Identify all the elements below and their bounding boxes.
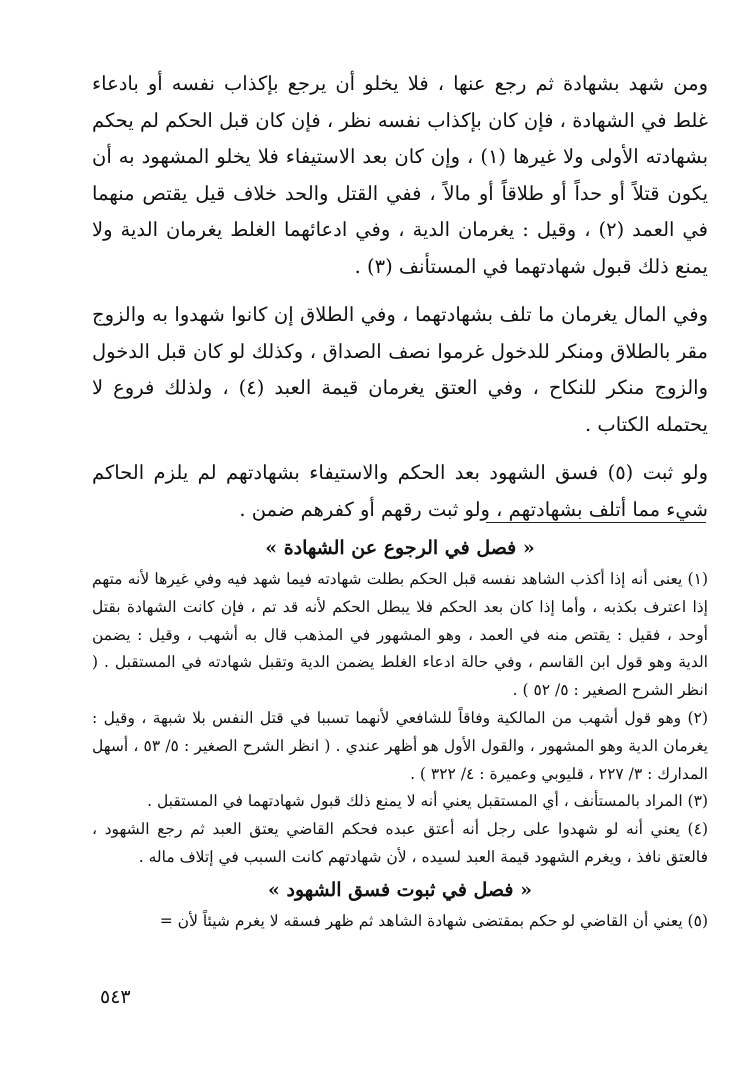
footnote-4: (٤) يعني أنه لو شهدوا على رجل أنه أعتق عبده فحكم القاضي يعتق العبد ثم رجع الشهود ، فالعتق نافذ ، ويغرم الشهود قيمة العبد لسيده ، لأن شهادتهم كانت السبب في إتلاف ماله . — [92, 820, 708, 866]
footnote-5: (٥) يعني أن القاضي لو حكم بمقتضى شهادة الشاهد ثم ظهر فسقه لا يغرم شيئاً لأن = — [159, 911, 708, 930]
main-paragraph-1: ومن شهد بشهادة ثم رجع عنها ، فلا يخلو أن يرجع بإكذاب نفسه أو بادعاء غلط في الشهادة ، فإن كان بإكذاب نفسه نظر ، فإن كان قبل الحكم لم يحكم بشهادته الأولى ولا غيرها (١) ، وإن كان بعد الاستيفاء فلا يخلو المشهود به أن يكون قتلاً أو حداً أو طلاقاً أو مالاً ، ففي القتل والحد خلاف قيل يقتص منهما في العمد (٢) ، وقيل : يغرمان الدية ، وفي ادعائهما الغلط يغرمان الدية ولا يمنع ذلك قبول شهادتهما في المستأنف (٣) . — [92, 72, 708, 278]
main-paragraph-3: ولو ثبت (٥) فسق الشهود بعد الحكم والاستيفاء بشهادتهم لم يلزم الحاكم شيء مما أتلف بشهادتهم ، ولو ثبت رقهم أو كفرهم ضمن . — [92, 461, 708, 521]
footnote-separator — [486, 522, 706, 523]
footnote-1: (١) يعنى أنه إذا أكذب الشاهد نفسه قبل الحكم بطلت شهادته فيما شهد فيه وفي غيرها لأنه متهم إذا اعترف بكذبه ، وأما إذا كان بعد الحكم فلا يبطل الحكم لأنه قد تم ، فإن كانت الشهادة بقتل أوحد ، فقيل : يقتص منه في العمد ، وهو المشهور في المذهب قال به أشهب ، وقيل : يضمن الدية وهو قول ابن القاسم ، وفي حالة ادعاء الغلط يضمن الدية وتقبل شهادته في المستقبل . ( انظر الشرح الصغير : ٥/ ٥٢ ) . — [92, 570, 708, 700]
section-heading-retraction: « فصل في الرجوع عن الشهادة » — [265, 537, 535, 559]
page-number: ٥٤٣ — [100, 986, 131, 1008]
footnote-2: (٢) وهو قول أشهب من المالكية وفاقاً للشافعي لأنهما تسببا في قتل النفس بلا شبهة ، وقيل : يغرمان الدية وهو المشهور ، والقول الأول هو أظهر عندي . ( انظر الشرح الصغير : ٥/ ٥٣ ، أسهل المدارك : ٣/ ٢٢٧ ، قليوبي وعميرة : ٤/ ٣٢٢ ) . — [92, 708, 708, 783]
footnote-3: (٣) المراد بالمستأنف ، أي المستقبل يعني أنه لا يمنع ذلك قبول شهادتهما في المستقبل . — [147, 792, 708, 811]
main-text — [92, 66, 708, 528]
section-heading-witness-fisq: « فصل في ثبوت فسق الشهود » — [268, 878, 532, 901]
footnotes — [92, 530, 708, 936]
main-paragraph-2: وفي المال يغرمان ما تلف بشهادتهما ، وفي الطلاق إن كانوا شهدوا به والزوج مقر بالطلاق ومنكر للدخول غرموا نصف الصداق ، وكذلك لو كان قبل الدخول والزوج منكر للنكاح ، وفي العتق يغرمان قيمة العبد (٤) ، ولذلك فروع لا يحتمله الكتاب . — [92, 303, 708, 436]
